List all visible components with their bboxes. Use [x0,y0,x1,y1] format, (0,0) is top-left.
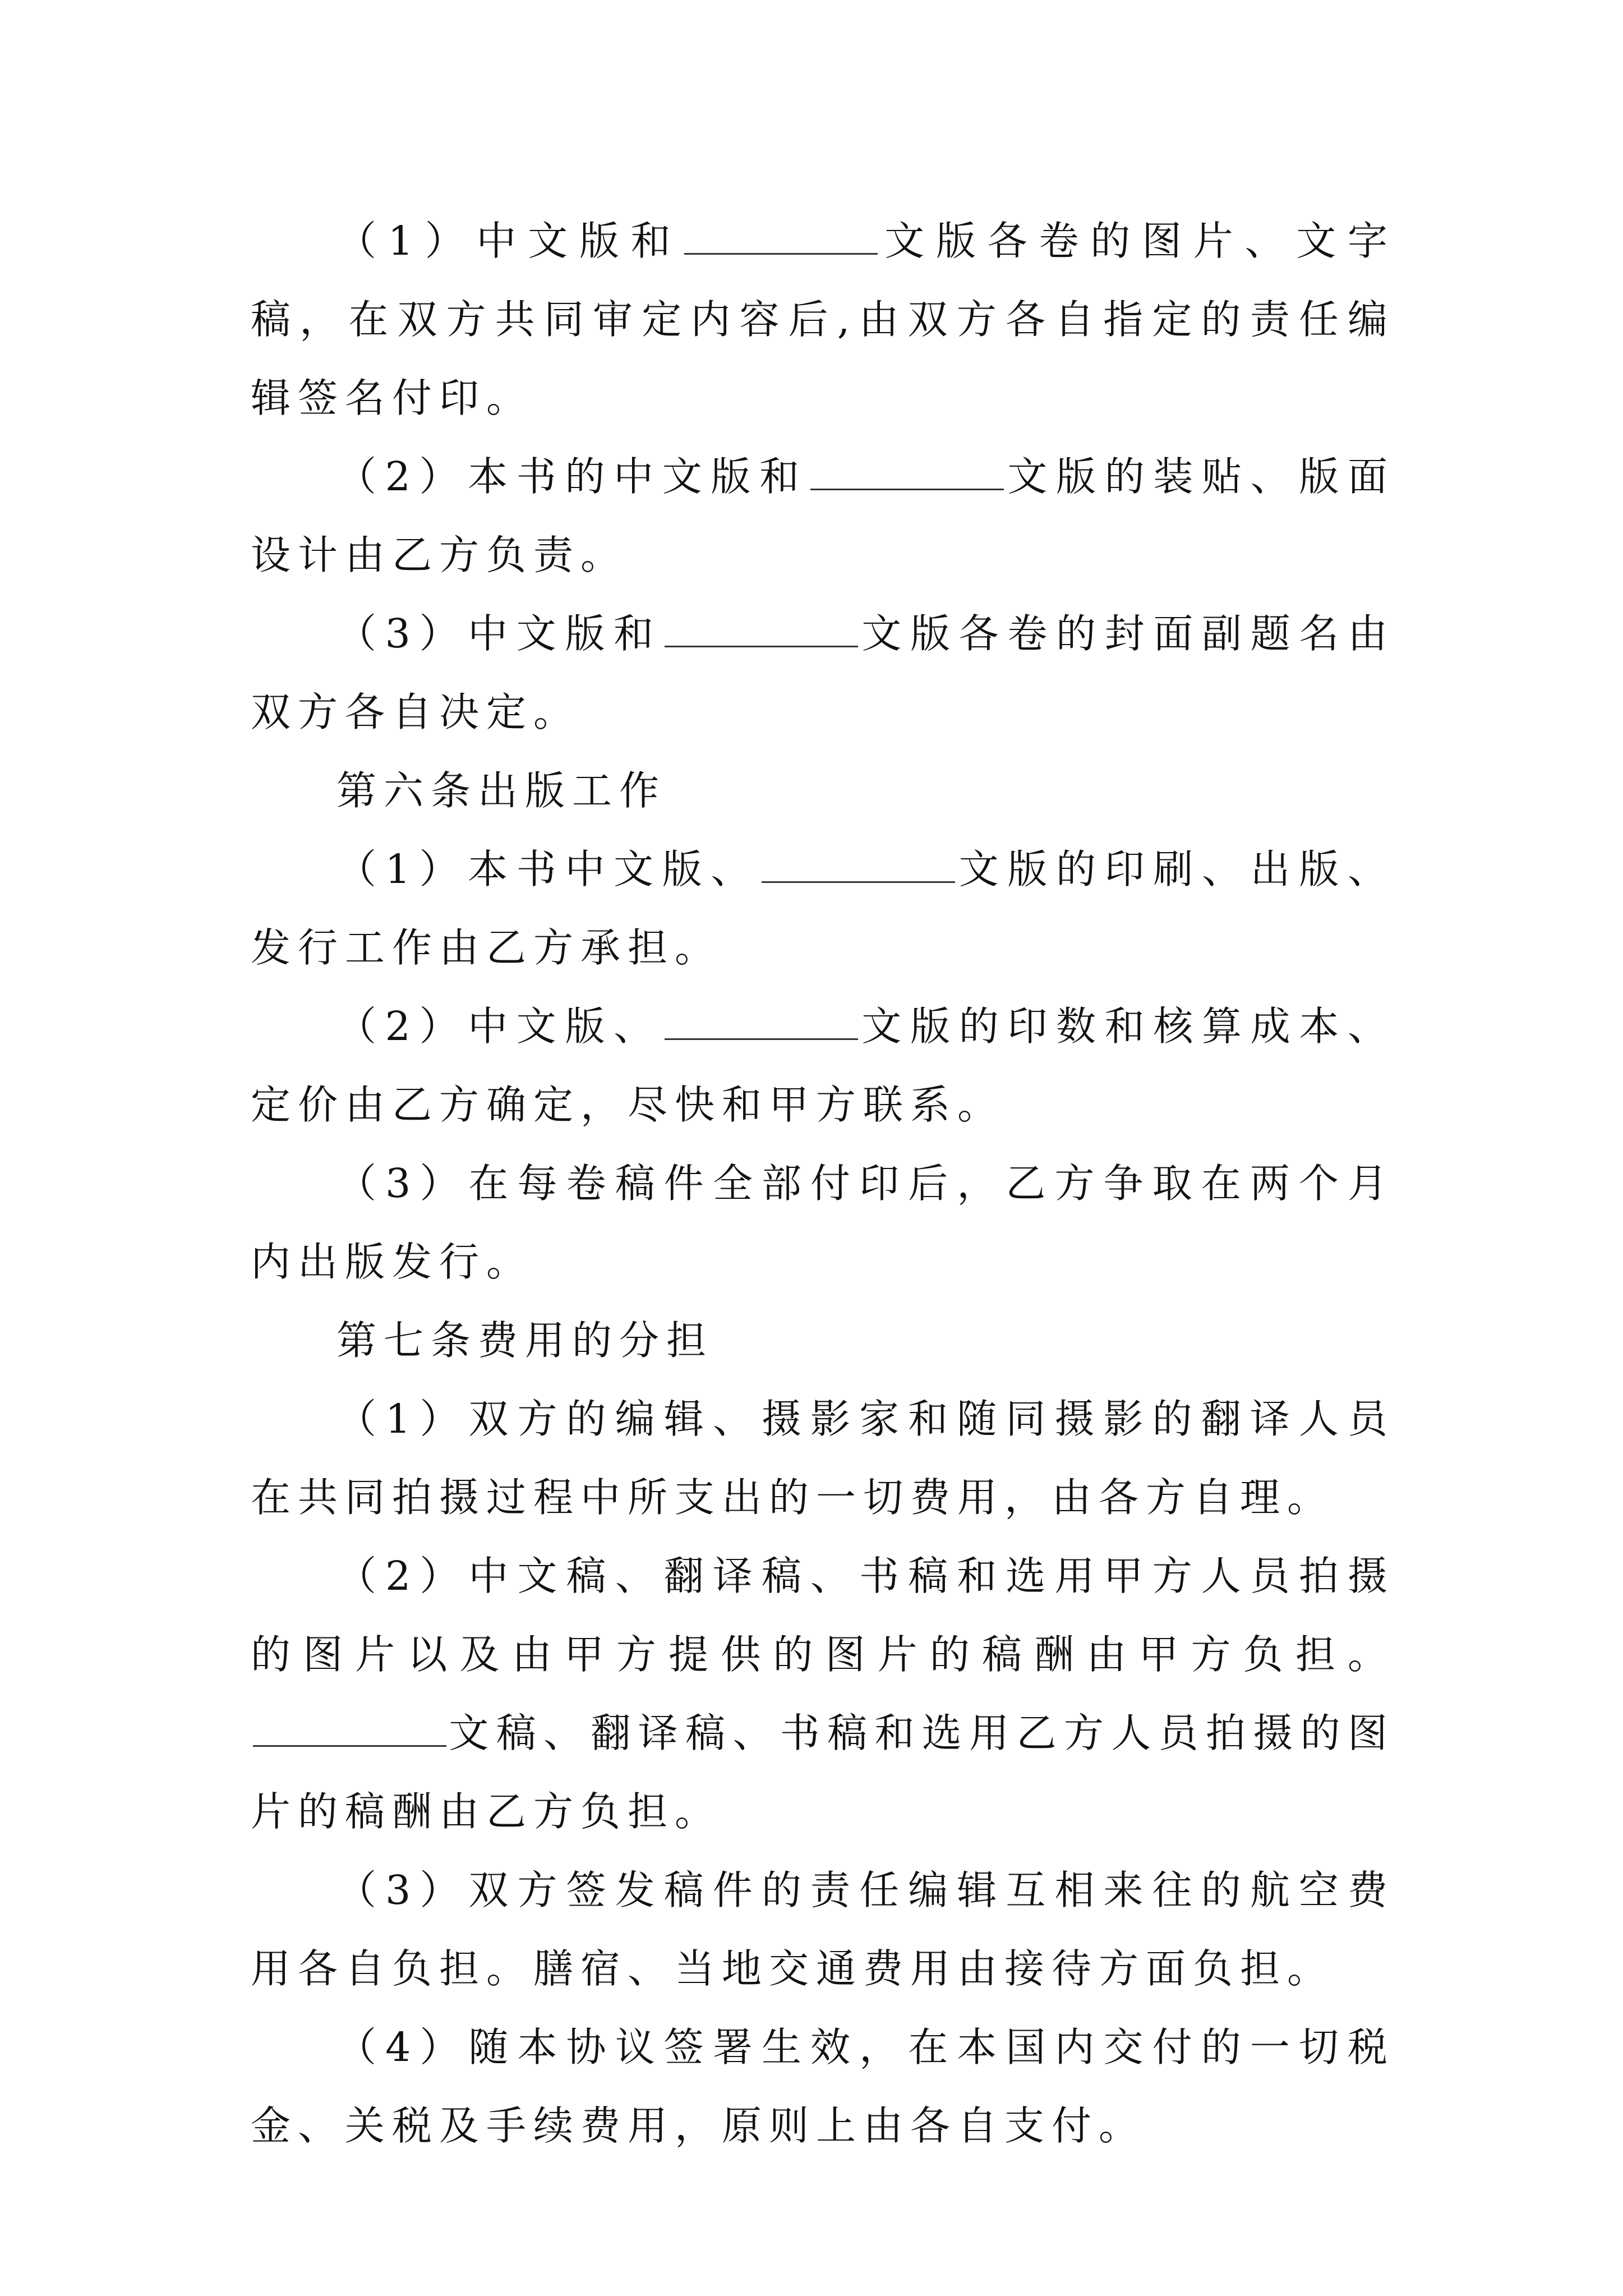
fill-in-blank [665,612,858,647]
clause-7-item-2-text-after: 文稿、翻译稿、书稿和选用乙方人员拍摄的图片的稿酬由乙方负担。 [251,1710,1395,1835]
clause-6-item-3: （3）在每卷稿件全部付印后，乙方争取在两个月内出版发行。 [251,1160,1395,1285]
fill-in-blank [762,848,955,883]
clause-5-item-3-text-before: （3）中文版和 [336,610,662,657]
clause-5-item-2-text-before: （2）本书的中文版和 [336,453,808,500]
clause-7-item-2-text-before: （2）中文稿、翻译稿、书稿和选用甲方人员拍摄的图片以及由甲方提供的图片的稿酬由甲方负担。 [251,1553,1395,1678]
fill-in-blank [810,455,1004,490]
clause-7-heading: 第七条费用的分担 [336,1317,714,1364]
fill-in-blank [665,1005,858,1040]
clause-6-item-2 [251,987,1395,1144]
clause-5-item-3 [251,595,1395,752]
clause-7-item-3: （3）双方签发稿件的责任编辑互相来往的航空费用各自负担。膳宿、当地交通费用由接待方面负担。 [251,1867,1395,1992]
clause-7-item-4: （4）随本协议签署生效，在本国内交付的一切税金、关税及手续费用，原则上由各自支付。 [251,2024,1395,2149]
clause-5-item-1-text-before: （1）中文版和 [336,218,683,264]
clause-5-item-3-text-after: 文版各卷的封面副题名由双方各自决定。 [251,610,1395,735]
clause-6-item-1-text-before: （1）本书中文版、 [336,846,760,892]
clause-7-item-2 [251,1537,1395,1851]
clause-5-item-2-text-after: 文版的装贴、版面设计由乙方负责。 [251,453,1395,578]
clause-5-item-2 [251,438,1395,595]
clause-6-item-2-text-after: 文版的印数和核算成本、定价由乙方确定，尽快和甲方联系。 [251,1003,1395,1128]
clause-6-heading: 第六条出版工作 [336,767,667,814]
clause-6-item-1 [251,830,1395,987]
fill-in-blank [684,219,878,255]
clause-6-item-2-text-before: （2）中文版、 [336,1003,662,1050]
document-body [251,202,1395,2165]
fill-in-blank [253,1711,446,1747]
clause-6-item-1-text-after: 文版的印刷、出版、发行工作由乙方承担。 [251,846,1395,971]
clause-5-item-1-text-after: 文版各卷的图片、文字稿，在双方共同审定内容后,由双方各自指定的责任编辑签名付印。 [251,218,1395,421]
clause-7-item-1: （1）双方的编辑、摄影家和随同摄影的翻译人员在共同拍摄过程中所支出的一切费用，由各方自理。 [251,1396,1395,1521]
clause-5-item-1 [251,202,1395,438]
